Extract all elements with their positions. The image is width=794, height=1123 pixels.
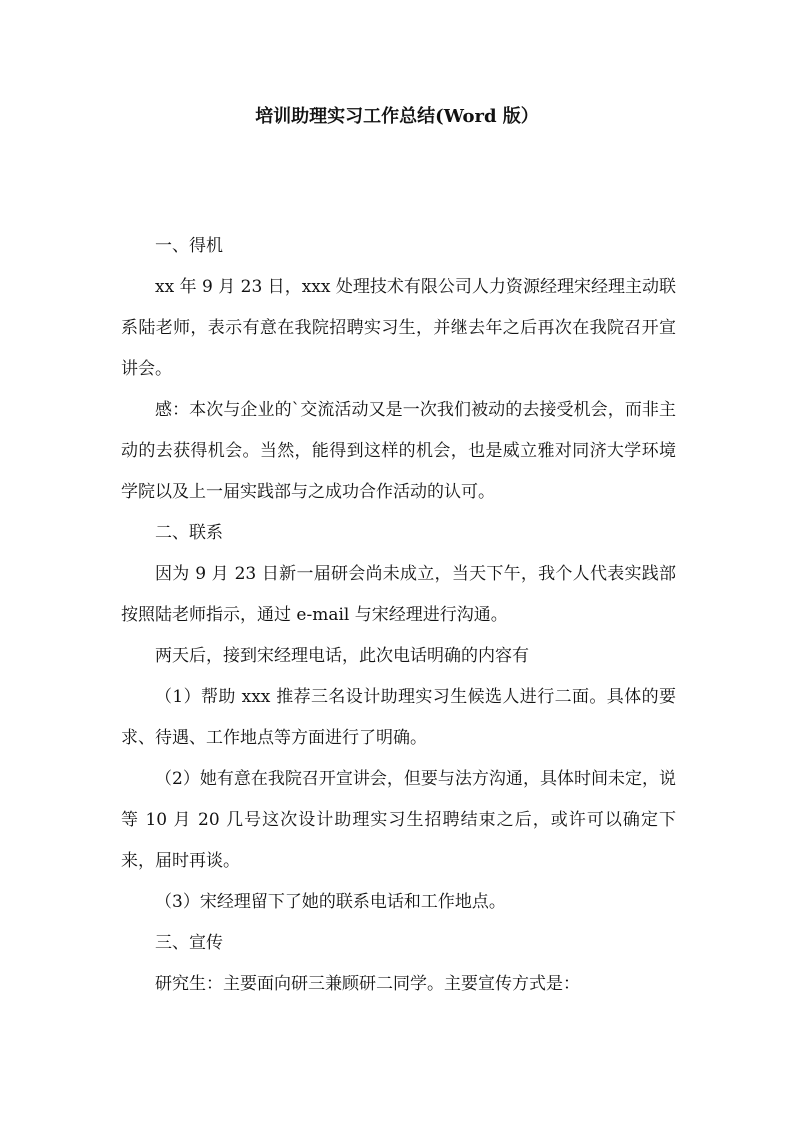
section-heading-1: 一、得机 (155, 236, 223, 256)
paragraph: 研究生：主要面向研三兼顾研二同学。主要宣传方式是： (155, 974, 580, 994)
document-body (121, 226, 676, 1005)
document-title: 培训助理实习工作总结(Word 版） (255, 106, 539, 127)
list-item: （3）宋经理留下了她的联系电话和工作地点。 (155, 892, 506, 912)
paragraph: xx 年 9 月 23 日，xxx 处理技术有限公司人力资源经理宋经理主动联系陆老师，表示有意在我院招聘实习生，并继去年之后再次在我院召开宣讲会。 (121, 277, 676, 379)
paragraph: 因为 9 月 23 日新一届研会尚未成立，当天下午，我个人代表实践部按照陆老师指示，通过 e-mail 与宋经理进行沟通。 (121, 564, 676, 625)
paragraph: 两天后，接到宋经理电话，此次电话明确的内容有 (155, 646, 529, 666)
list-item: （1）帮助 xxx 推荐三名设计助理实习生候选人进行二面。具体的要求、待遇、工作地点等方面进行了明确。 (121, 687, 676, 748)
list-item: （2）她有意在我院召开宣讲会，但要与法方沟通，具体时间未定，说等 10 月 20 几号这次设计助理实习生招聘结束之后，或许可以确定下来，届时再谈。 (121, 769, 676, 871)
section-heading-2: 二、联系 (155, 523, 223, 543)
paragraph: 感：本次与企业的`交流活动又是一次我们被动的去接受机会，而非主动的去获得机会。当然，能得到这样的机会，也是威立雅对同济大学环境学院以及上一届实践部与之成功合作活动的认可。 (121, 400, 676, 502)
section-heading-3: 三、宣传 (155, 933, 223, 953)
